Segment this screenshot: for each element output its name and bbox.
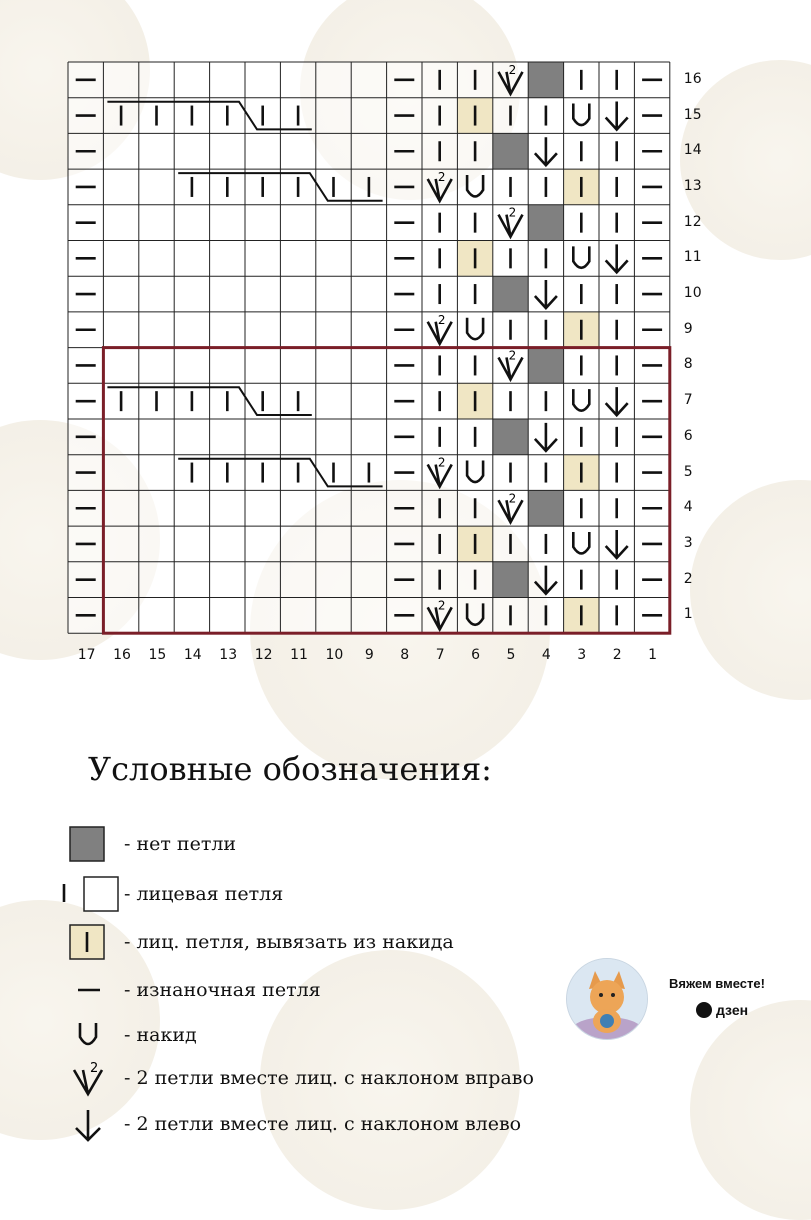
k2tog-number: 2 bbox=[508, 62, 517, 77]
legend-item-no-stitch bbox=[60, 824, 660, 864]
row-number: 15 bbox=[683, 106, 702, 123]
knit-from-yo-icon bbox=[60, 922, 120, 962]
row-number: 2 bbox=[683, 570, 693, 587]
k2tog-number: 2 bbox=[437, 455, 446, 470]
chart-cell bbox=[174, 598, 209, 634]
chart-cell bbox=[245, 526, 280, 562]
row-number: 6 bbox=[683, 427, 693, 444]
column-number: 11 bbox=[290, 647, 308, 664]
legend-item-k2tog-left bbox=[60, 1104, 660, 1144]
row-number: 13 bbox=[683, 177, 702, 194]
chart-cell bbox=[174, 241, 209, 277]
chart-cell bbox=[139, 312, 174, 348]
column-number: 1 bbox=[648, 647, 658, 664]
chart-cell bbox=[280, 526, 315, 562]
chart-cell bbox=[210, 62, 245, 98]
dzen-icon bbox=[696, 1002, 712, 1018]
chart-cell bbox=[280, 133, 315, 169]
column-number: 8 bbox=[400, 647, 410, 664]
column-number: 7 bbox=[435, 647, 445, 664]
row-number: 11 bbox=[683, 249, 702, 266]
chart-cell bbox=[564, 526, 599, 562]
chart-cell bbox=[210, 205, 245, 241]
chart-cell bbox=[564, 98, 599, 134]
chart-cell bbox=[139, 62, 174, 98]
chart-cell bbox=[351, 205, 386, 241]
legend-text: - 2 петли вместе лиц. с наклоном влево bbox=[124, 1113, 522, 1135]
chart-cell bbox=[210, 312, 245, 348]
k2tog-number: 2 bbox=[437, 169, 446, 184]
row-number: 10 bbox=[683, 285, 702, 302]
chart-cell bbox=[210, 598, 245, 634]
k2tog-right-icon bbox=[60, 1058, 120, 1098]
chart-cell bbox=[174, 419, 209, 455]
row-number: 16 bbox=[683, 70, 702, 87]
chart-cell bbox=[493, 562, 528, 598]
chart-cell bbox=[103, 205, 138, 241]
chart-cell bbox=[316, 348, 351, 384]
chart-cell bbox=[528, 205, 563, 241]
chart-cell bbox=[174, 526, 209, 562]
chart-cell bbox=[103, 526, 138, 562]
chart-cell bbox=[528, 490, 563, 526]
chart-cell bbox=[351, 419, 386, 455]
chart-cell bbox=[174, 312, 209, 348]
chart-cell bbox=[174, 205, 209, 241]
chart-cell bbox=[564, 383, 599, 419]
row-number: 4 bbox=[683, 499, 693, 516]
column-number: 10 bbox=[325, 647, 344, 664]
column-number: 12 bbox=[254, 647, 273, 664]
chart-cell bbox=[245, 276, 280, 312]
chart-cell bbox=[210, 241, 245, 277]
chart-cell bbox=[493, 419, 528, 455]
chart-cell bbox=[139, 526, 174, 562]
chart-cell bbox=[528, 348, 563, 384]
legend-item-knit-from-yo bbox=[60, 922, 660, 962]
chart-cell bbox=[103, 455, 138, 491]
chart-cell bbox=[280, 276, 315, 312]
chart-cell bbox=[139, 205, 174, 241]
chart-cell bbox=[528, 62, 563, 98]
chart-cell bbox=[139, 562, 174, 598]
row-number: 9 bbox=[683, 320, 693, 337]
chart-cell bbox=[351, 526, 386, 562]
chart-cell bbox=[280, 490, 315, 526]
chart-cell bbox=[351, 312, 386, 348]
row-number: 5 bbox=[683, 463, 693, 480]
chart-cell bbox=[280, 241, 315, 277]
chart-cell bbox=[139, 455, 174, 491]
channel-badge[interactable] bbox=[566, 958, 806, 1038]
no-stitch-icon bbox=[60, 824, 120, 864]
chart-cell bbox=[245, 133, 280, 169]
chart-cell bbox=[139, 490, 174, 526]
column-number: 6 bbox=[471, 647, 481, 664]
chart-cell bbox=[245, 419, 280, 455]
k2tog-number: 2 bbox=[508, 491, 517, 506]
chart-cell bbox=[103, 490, 138, 526]
column-number: 13 bbox=[219, 647, 238, 664]
k2tog-number: 2 bbox=[508, 205, 517, 220]
chart-cell bbox=[210, 490, 245, 526]
chart-cell bbox=[245, 348, 280, 384]
chart-cell bbox=[351, 62, 386, 98]
chart-cell bbox=[103, 276, 138, 312]
chart-cell bbox=[316, 133, 351, 169]
chart-cell bbox=[103, 419, 138, 455]
chart-cell bbox=[139, 276, 174, 312]
cat-logo-icon bbox=[566, 958, 648, 1040]
chart-cell bbox=[103, 133, 138, 169]
column-number: 15 bbox=[148, 647, 167, 664]
chart-cell bbox=[174, 276, 209, 312]
chart-cell bbox=[280, 598, 315, 634]
chart-cell bbox=[280, 419, 315, 455]
chart-cell bbox=[103, 62, 138, 98]
chart-cell bbox=[351, 383, 386, 419]
chart-cell bbox=[210, 526, 245, 562]
chart-cell bbox=[139, 348, 174, 384]
chart-cell bbox=[210, 562, 245, 598]
column-number: 4 bbox=[541, 647, 551, 664]
chart-cell bbox=[316, 598, 351, 634]
chart-cell bbox=[245, 205, 280, 241]
chart-cell bbox=[564, 241, 599, 277]
row-number: 1 bbox=[683, 606, 693, 623]
chart-cell bbox=[103, 348, 138, 384]
column-number: 16 bbox=[113, 647, 131, 664]
chart-cell bbox=[457, 598, 492, 634]
column-number: 17 bbox=[77, 647, 96, 664]
chart-cell bbox=[316, 62, 351, 98]
chart-cell bbox=[139, 598, 174, 634]
chart-cell bbox=[245, 312, 280, 348]
chart-cell bbox=[493, 133, 528, 169]
chart-cell bbox=[316, 276, 351, 312]
chart-cell bbox=[316, 562, 351, 598]
platform-name: дзен bbox=[716, 1002, 749, 1018]
chart-cell bbox=[457, 312, 492, 348]
chart-cell bbox=[210, 276, 245, 312]
legend-title: Условные обозначения: bbox=[88, 750, 492, 788]
legend-text: - накид bbox=[124, 1024, 197, 1046]
chart-cell bbox=[103, 562, 138, 598]
chart-cell bbox=[245, 598, 280, 634]
chart-cell bbox=[174, 562, 209, 598]
chart-cell bbox=[103, 312, 138, 348]
row-number: 12 bbox=[683, 213, 702, 230]
chart-cell bbox=[316, 490, 351, 526]
chart-cell bbox=[103, 241, 138, 277]
k2tog-number: 2 bbox=[437, 598, 446, 613]
chart-cell bbox=[210, 419, 245, 455]
chart-cell bbox=[174, 490, 209, 526]
chart-cell bbox=[493, 276, 528, 312]
row-number: 14 bbox=[683, 142, 702, 159]
chart-cell bbox=[316, 205, 351, 241]
chart-cell bbox=[210, 133, 245, 169]
k2tog-left-icon bbox=[60, 1104, 120, 1144]
chart-cell bbox=[351, 562, 386, 598]
chart-cell bbox=[316, 241, 351, 277]
chart-cell bbox=[103, 169, 138, 205]
chart-cell bbox=[351, 133, 386, 169]
chart-cell bbox=[351, 348, 386, 384]
chart-cell bbox=[280, 205, 315, 241]
column-number: 3 bbox=[577, 647, 587, 664]
chart-cell bbox=[210, 348, 245, 384]
chart-cell bbox=[174, 62, 209, 98]
chart-cell bbox=[245, 62, 280, 98]
chart-cell bbox=[351, 98, 386, 134]
k2tog-number: 2 bbox=[508, 348, 517, 363]
chart-cell bbox=[316, 312, 351, 348]
chart-cell bbox=[280, 312, 315, 348]
chart-cell bbox=[280, 348, 315, 384]
chart-cell bbox=[316, 526, 351, 562]
yarn-over-icon bbox=[60, 1015, 120, 1055]
knit-icon bbox=[60, 874, 120, 914]
chart-cell bbox=[316, 383, 351, 419]
chart-cell bbox=[351, 241, 386, 277]
row-number: 8 bbox=[683, 356, 693, 373]
legend-text: - изнаночная петля bbox=[124, 979, 321, 1001]
chart-cell bbox=[139, 241, 174, 277]
chart-cell bbox=[351, 276, 386, 312]
chart-cell bbox=[457, 169, 492, 205]
column-number: 9 bbox=[364, 647, 374, 664]
chart-cell bbox=[351, 490, 386, 526]
row-number: 3 bbox=[683, 534, 693, 551]
k2tog-number: 2 bbox=[437, 312, 446, 327]
row-number: 7 bbox=[683, 392, 693, 409]
purl-icon bbox=[60, 970, 120, 1010]
legend-item-k2tog-right bbox=[60, 1058, 660, 1098]
column-number: 2 bbox=[612, 647, 622, 664]
column-number: 5 bbox=[506, 647, 516, 664]
legend-text: - нет петли bbox=[124, 833, 237, 855]
legend-text: - лицевая петля bbox=[124, 883, 284, 905]
chart-cell bbox=[457, 455, 492, 491]
chart-cell bbox=[103, 598, 138, 634]
legend-item-knit bbox=[60, 874, 660, 914]
chart-cell bbox=[139, 133, 174, 169]
chart-cell bbox=[351, 598, 386, 634]
channel-name: Вяжем вместе! bbox=[669, 976, 765, 991]
chart-cell bbox=[316, 419, 351, 455]
chart-cell bbox=[245, 241, 280, 277]
chart-cell bbox=[316, 98, 351, 134]
chart-cell bbox=[174, 348, 209, 384]
chart-cell bbox=[139, 169, 174, 205]
legend-text: - 2 петли вместе лиц. с наклоном вправо bbox=[124, 1067, 534, 1089]
chart-cell bbox=[280, 62, 315, 98]
chart-cell bbox=[245, 490, 280, 526]
column-number: 14 bbox=[183, 647, 202, 664]
legend-text: - лиц. петля, вывязать из накида bbox=[124, 931, 454, 953]
chart-cell bbox=[139, 419, 174, 455]
chart-cell bbox=[280, 562, 315, 598]
chart-cell bbox=[245, 562, 280, 598]
svg-text:2: 2 bbox=[90, 1061, 99, 1076]
chart-cell bbox=[174, 133, 209, 169]
